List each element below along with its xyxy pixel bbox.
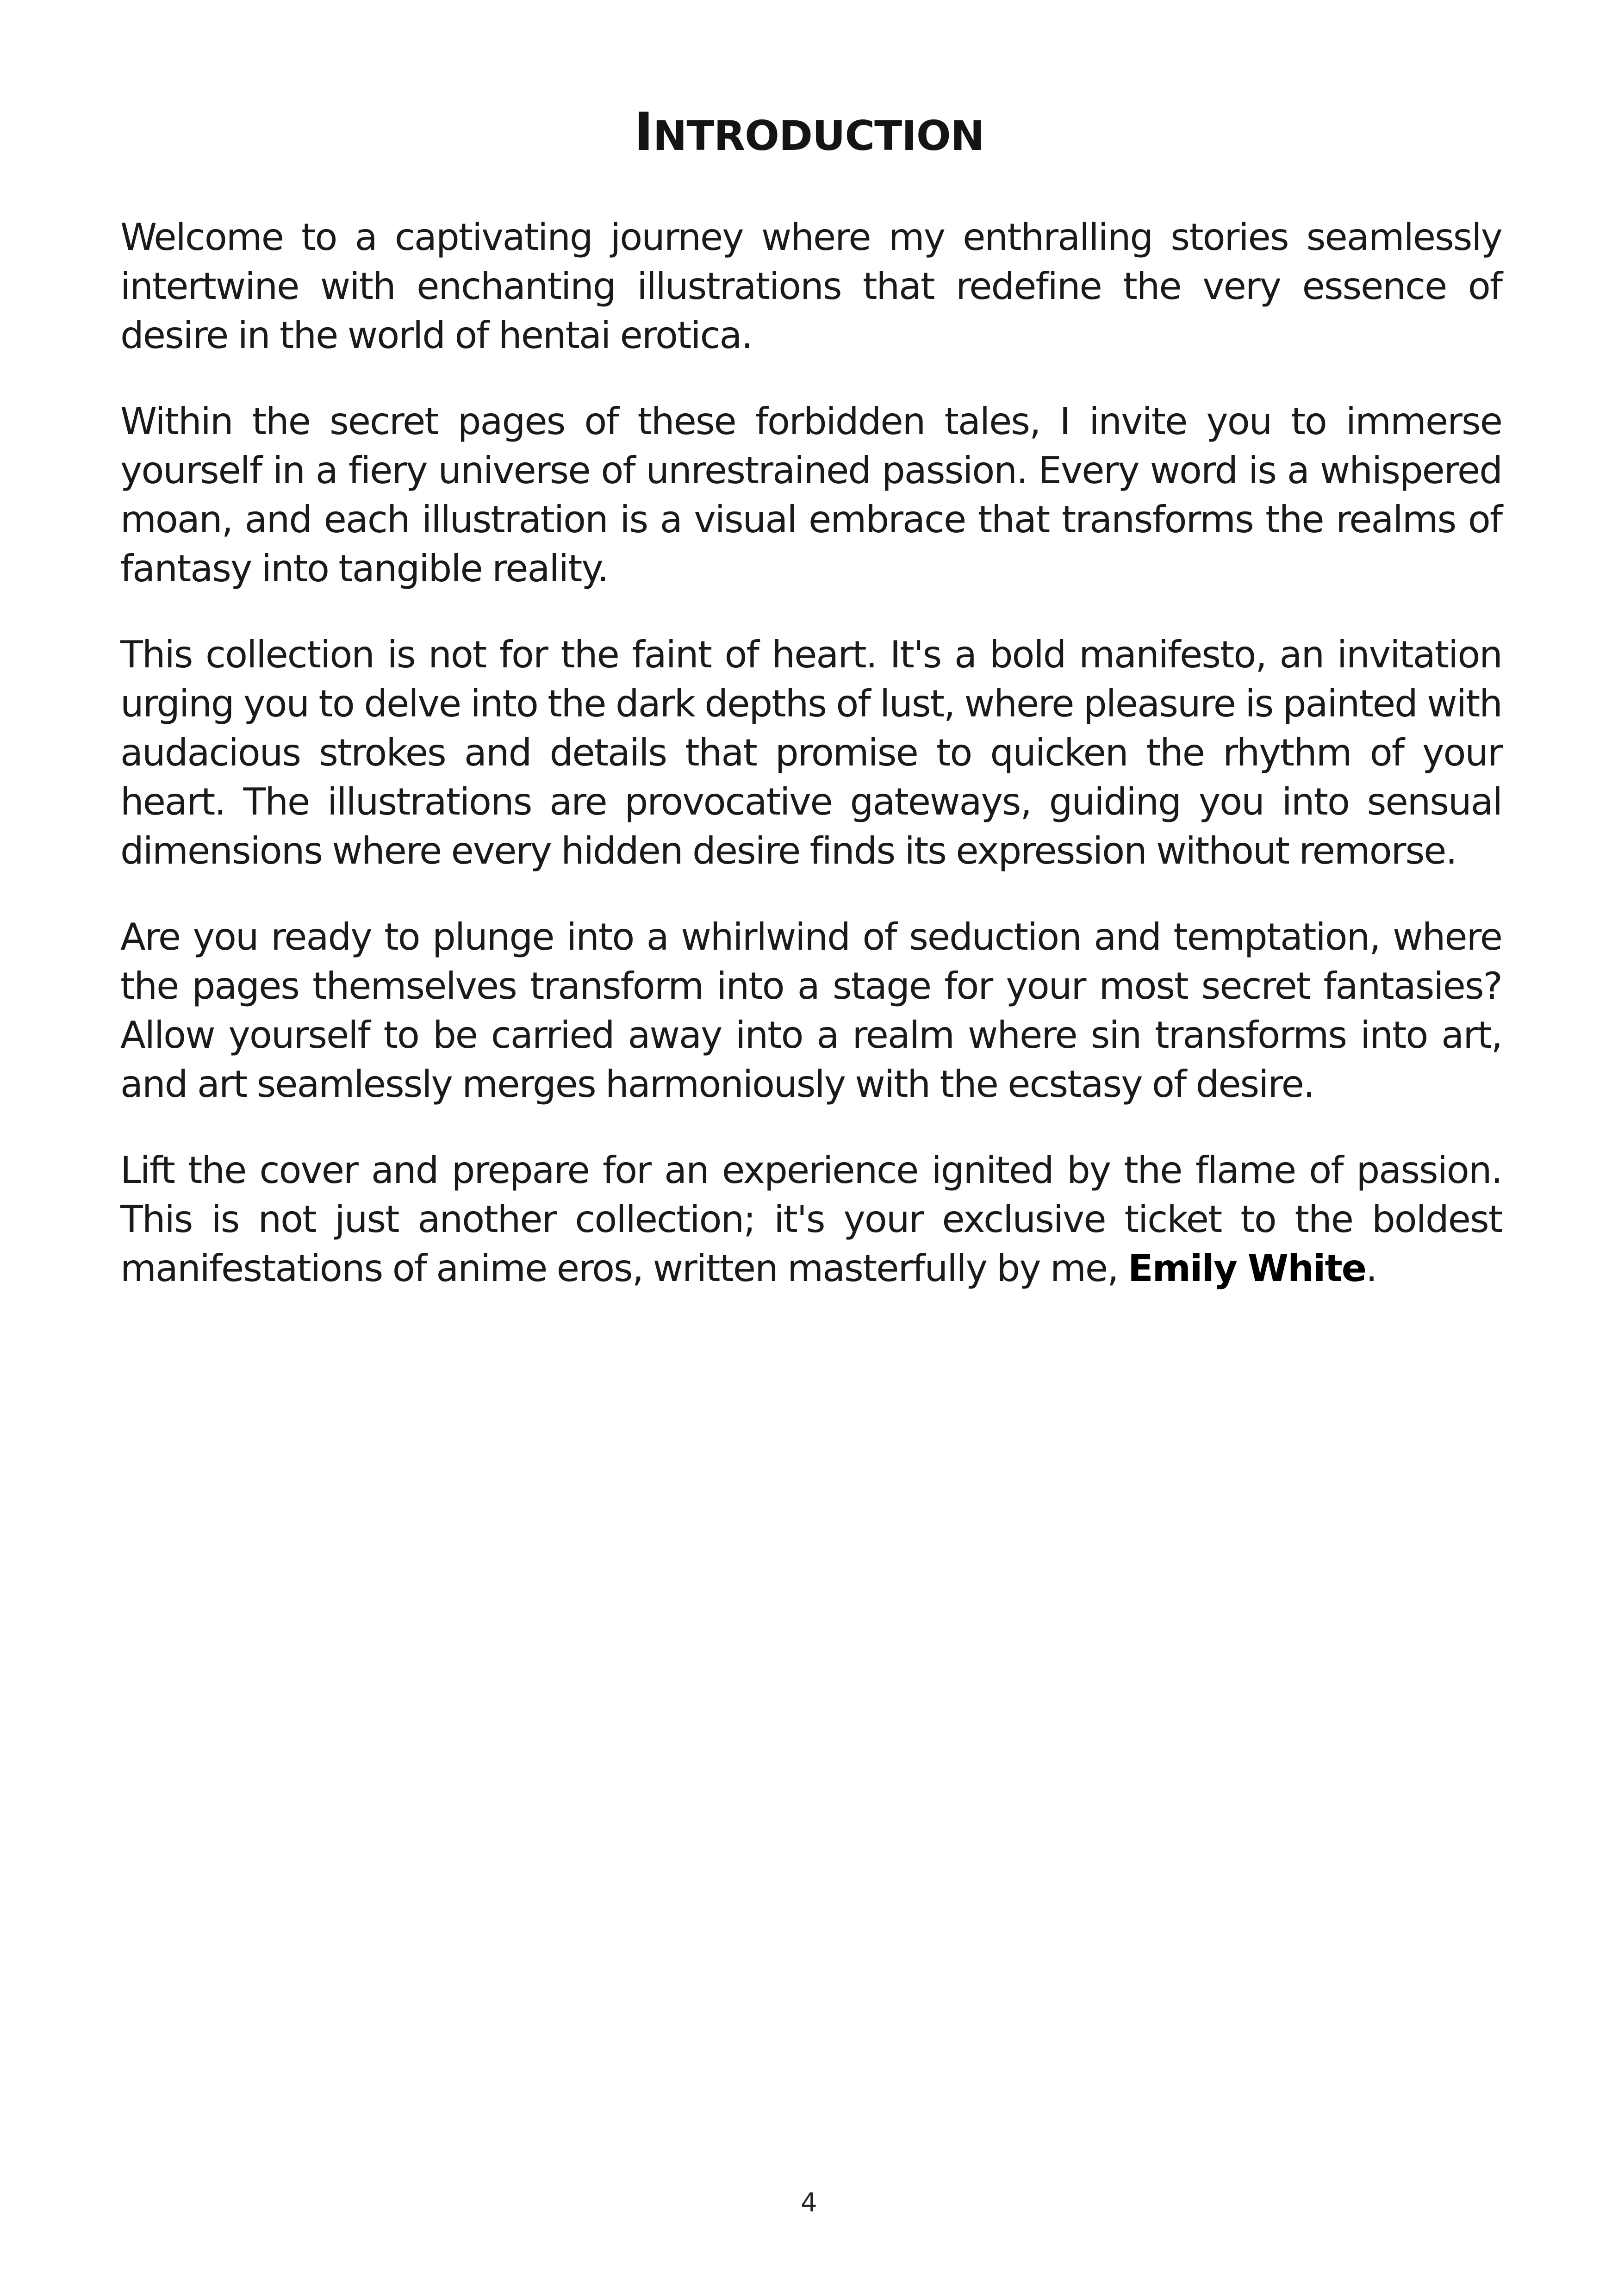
paragraph-5-end: . (1365, 1247, 1377, 1290)
paragraph-5 (120, 1146, 1502, 1293)
page-title-first-letter: I (634, 101, 653, 162)
author-name: Emily White (1128, 1247, 1366, 1290)
page-title (0, 95, 1618, 173)
paragraph-3: This collection is not for the faint of heart. It's a bold manifesto, an invitation urging you to delve into the dark depths of lust, where pleasure is painted with audacious strokes and details that promise to quicken the rhythm of your heart. The illustrations are provocative gateways, guiding you into sensual dimensions where every hidden desire finds its expression without remorse. (120, 633, 1502, 872)
page-title-rest: NTRODUCTION (653, 112, 984, 160)
paragraph-5-text: Lift the cover and prepare for an experience ignited by the flame of passion. This is not just another collection; it's your exclusive ticket to the boldest manifestations of anime eros, written masterfully by me, (120, 1149, 1502, 1290)
paragraph-4: Are you ready to plunge into a whirlwind of seduction and temptation, where the pages themselves transform into a stage for your most secret fantasies? Allow yourself to be carried away into a realm where sin transforms into art, and art seamlessly merges harmoniously with the ecstasy of desire. (120, 915, 1502, 1106)
page-number: 4 (801, 2188, 817, 2218)
paragraph-1: Welcome to a captivating journey where my enthralling stories seamlessly intertwine with enchanting illustrations that redefine the very essence of desire in the world of hentai erotica. (120, 216, 1502, 357)
body-text (120, 213, 1502, 1330)
paragraph-2: Within the secret pages of these forbidden tales, I invite you to immerse yourself in a fiery universe of unrestrained passion. Every word is a whispered moan, and each illustration is a visual embrace that transforms the realms of fantasy into tangible reality. (120, 400, 1502, 590)
